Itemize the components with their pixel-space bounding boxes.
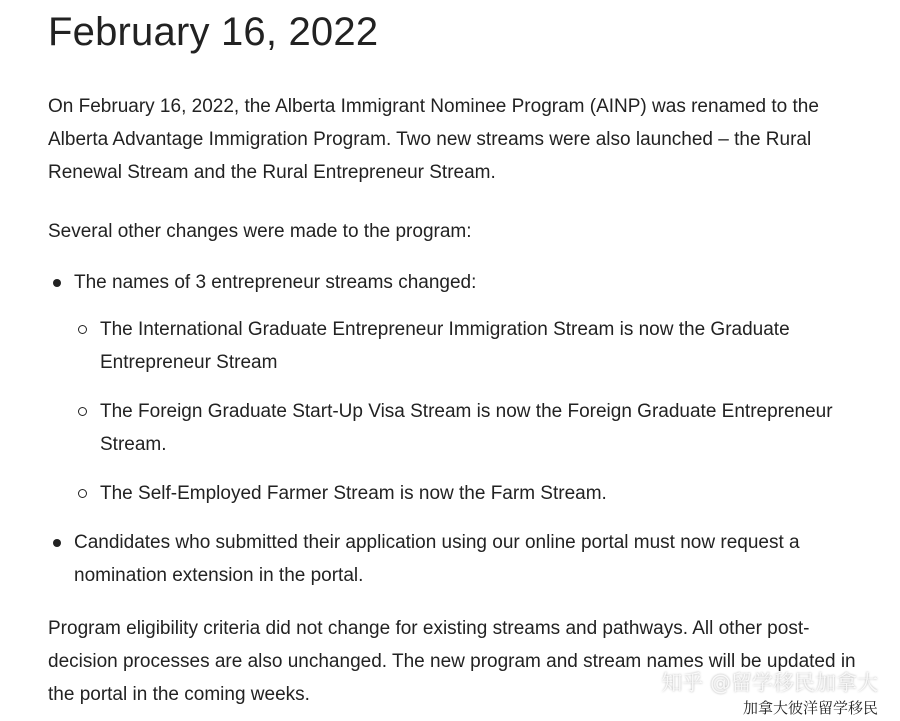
list-item: [48, 266, 878, 510]
list-item: [74, 477, 878, 510]
list-item: [74, 313, 878, 379]
watermark-brand: 加拿大彼洋留学移民: [742, 699, 878, 717]
list-item: [48, 526, 878, 592]
list-item: [74, 395, 878, 461]
bullet-circle-icon: [78, 407, 87, 416]
article-content: [48, 0, 878, 711]
stream-renames-list: [74, 313, 878, 510]
closing-paragraph: Program eligibility criteria did not change for existing streams and pathways. All other post-decision processes are also unchanged. The new program and stream names will be updated in the portal in the coming weeks.: [48, 618, 856, 705]
watermark-zhihu-handle: 知乎 @留学移民加拿大: [661, 671, 878, 695]
list-item-text: Candidates who submitted their application using our online portal must now request a nomination extension in the portal.: [74, 532, 800, 586]
changes-intro-paragraph: Several other changes were made to the program:: [48, 221, 472, 242]
bullet-disc-icon: [53, 539, 61, 547]
bullet-disc-icon: [53, 279, 61, 287]
changes-list: [48, 266, 878, 592]
list-item-text: The Self-Employed Farmer Stream is now the Farm Stream.: [100, 483, 607, 504]
bullet-circle-icon: [78, 489, 87, 498]
bullet-circle-icon: [78, 325, 87, 334]
list-item-text: The International Graduate Entrepreneur Immigration Stream is now the Graduate Entrepreneur Stream: [100, 319, 790, 373]
intro-paragraph: On February 16, 2022, the Alberta Immigrant Nominee Program (AINP) was renamed to the Alberta Advantage Immigration Program. Two new streams were also launched – the Rural Renewal Stream and the Rural Entrepreneur Stream.: [48, 96, 819, 183]
list-item-text: The names of 3 entrepreneur streams changed:: [74, 272, 477, 293]
list-item-text: The Foreign Graduate Start-Up Visa Stream is now the Foreign Graduate Entrepreneur Stream.: [100, 401, 833, 455]
date-heading: February 16, 2022: [48, 10, 379, 54]
